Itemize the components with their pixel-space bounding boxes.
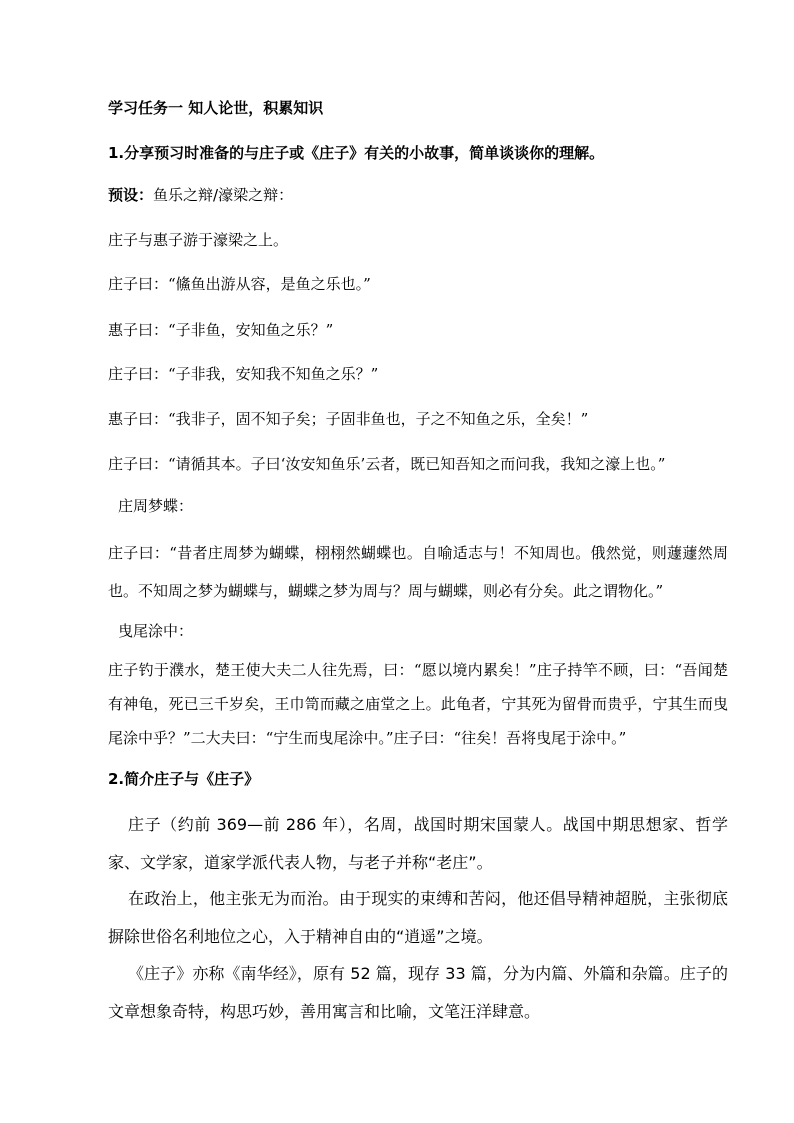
intro-paragraph: 在政治上，他主张无为而治。由于现实的束缚和苦闷，他还倡导精神超脱，主张彻底摒除世俗名利地位之心，入于精神自由的“逍遥”之境。 [108, 889, 728, 946]
preset-label: 预设： [108, 186, 154, 204]
preset-value: 鱼乐之辩/濠梁之辩： [153, 186, 294, 204]
butterfly-title: 庄周梦蝶： [118, 497, 194, 515]
tail-text: 庄子钓于濮水，楚王使大夫二人往先焉，曰：“愿以境内累矣！”庄子持竿不顾，曰：“吾闻楚有神龟，死已三千岁矣，王巾笥而藏之庙堂之上。此龟者，宁其死为留骨而贵乎，宁其生而曳尾涂中乎？”二大夫曰：“宁生而曳尾涂中。”庄子曰：“往矣！吾将曳尾于涂中。” [108, 661, 728, 747]
dialogue-line: 庄子与惠子游于濠梁之上。 [108, 231, 289, 249]
dialogue-line: 惠子曰：“我非子，固不知子矣；子固非鱼也，子之不知鱼之乐，全矣！” [108, 410, 589, 428]
butterfly-text: 庄子曰：“昔者庄周梦为蝴蝶，栩栩然蝴蝶也。自喻适志与！不知周也。俄然觉，则蘧蘧然周也。不知周之梦为蝴蝶与，蝴蝶之梦为周与？周与蝴蝶，则必有分矣。此之谓物化。” [108, 544, 728, 600]
dialogue-line: 庄子曰：“子非我，安知我不知鱼之乐？” [108, 365, 379, 383]
dialogue-line: 惠子曰：“子非鱼，安知鱼之乐？” [108, 321, 334, 339]
section-title: 学习任务一 知人论世，积累知识 [108, 99, 324, 117]
question-2: 2.简介庄子与《庄子》 [108, 770, 260, 788]
dialogue-line: 庄子曰：“请循其本。子曰‘汝安知鱼乐’云者，既已知吾知之而问我，我知之濠上也。” [108, 455, 666, 473]
question-1: 1.分享预习时准备的与庄子或《庄子》有关的小故事，简单谈谈你的理解。 [108, 144, 605, 162]
intro-paragraph: 庄子（约前 369—前 286 年），名周，战国时期宋国蒙人。战国中期思想家、哲学家、文学家，道家学派代表人物，与老子并称“老庄”。 [108, 815, 728, 872]
tail-title: 曳尾涂中： [118, 622, 194, 640]
intro-paragraph: 《庄子》亦称《南华经》，原有 52 篇，现存 33 篇，分为内篇、外篇和杂篇。庄子的文章想象奇特，构思巧妙，善用寓言和比喻，文笔汪洋肆意。 [108, 964, 728, 1021]
dialogue-line: 庄子曰：“鯈鱼出游从容，是鱼之乐也。” [108, 275, 371, 293]
preset-line [108, 185, 293, 205]
